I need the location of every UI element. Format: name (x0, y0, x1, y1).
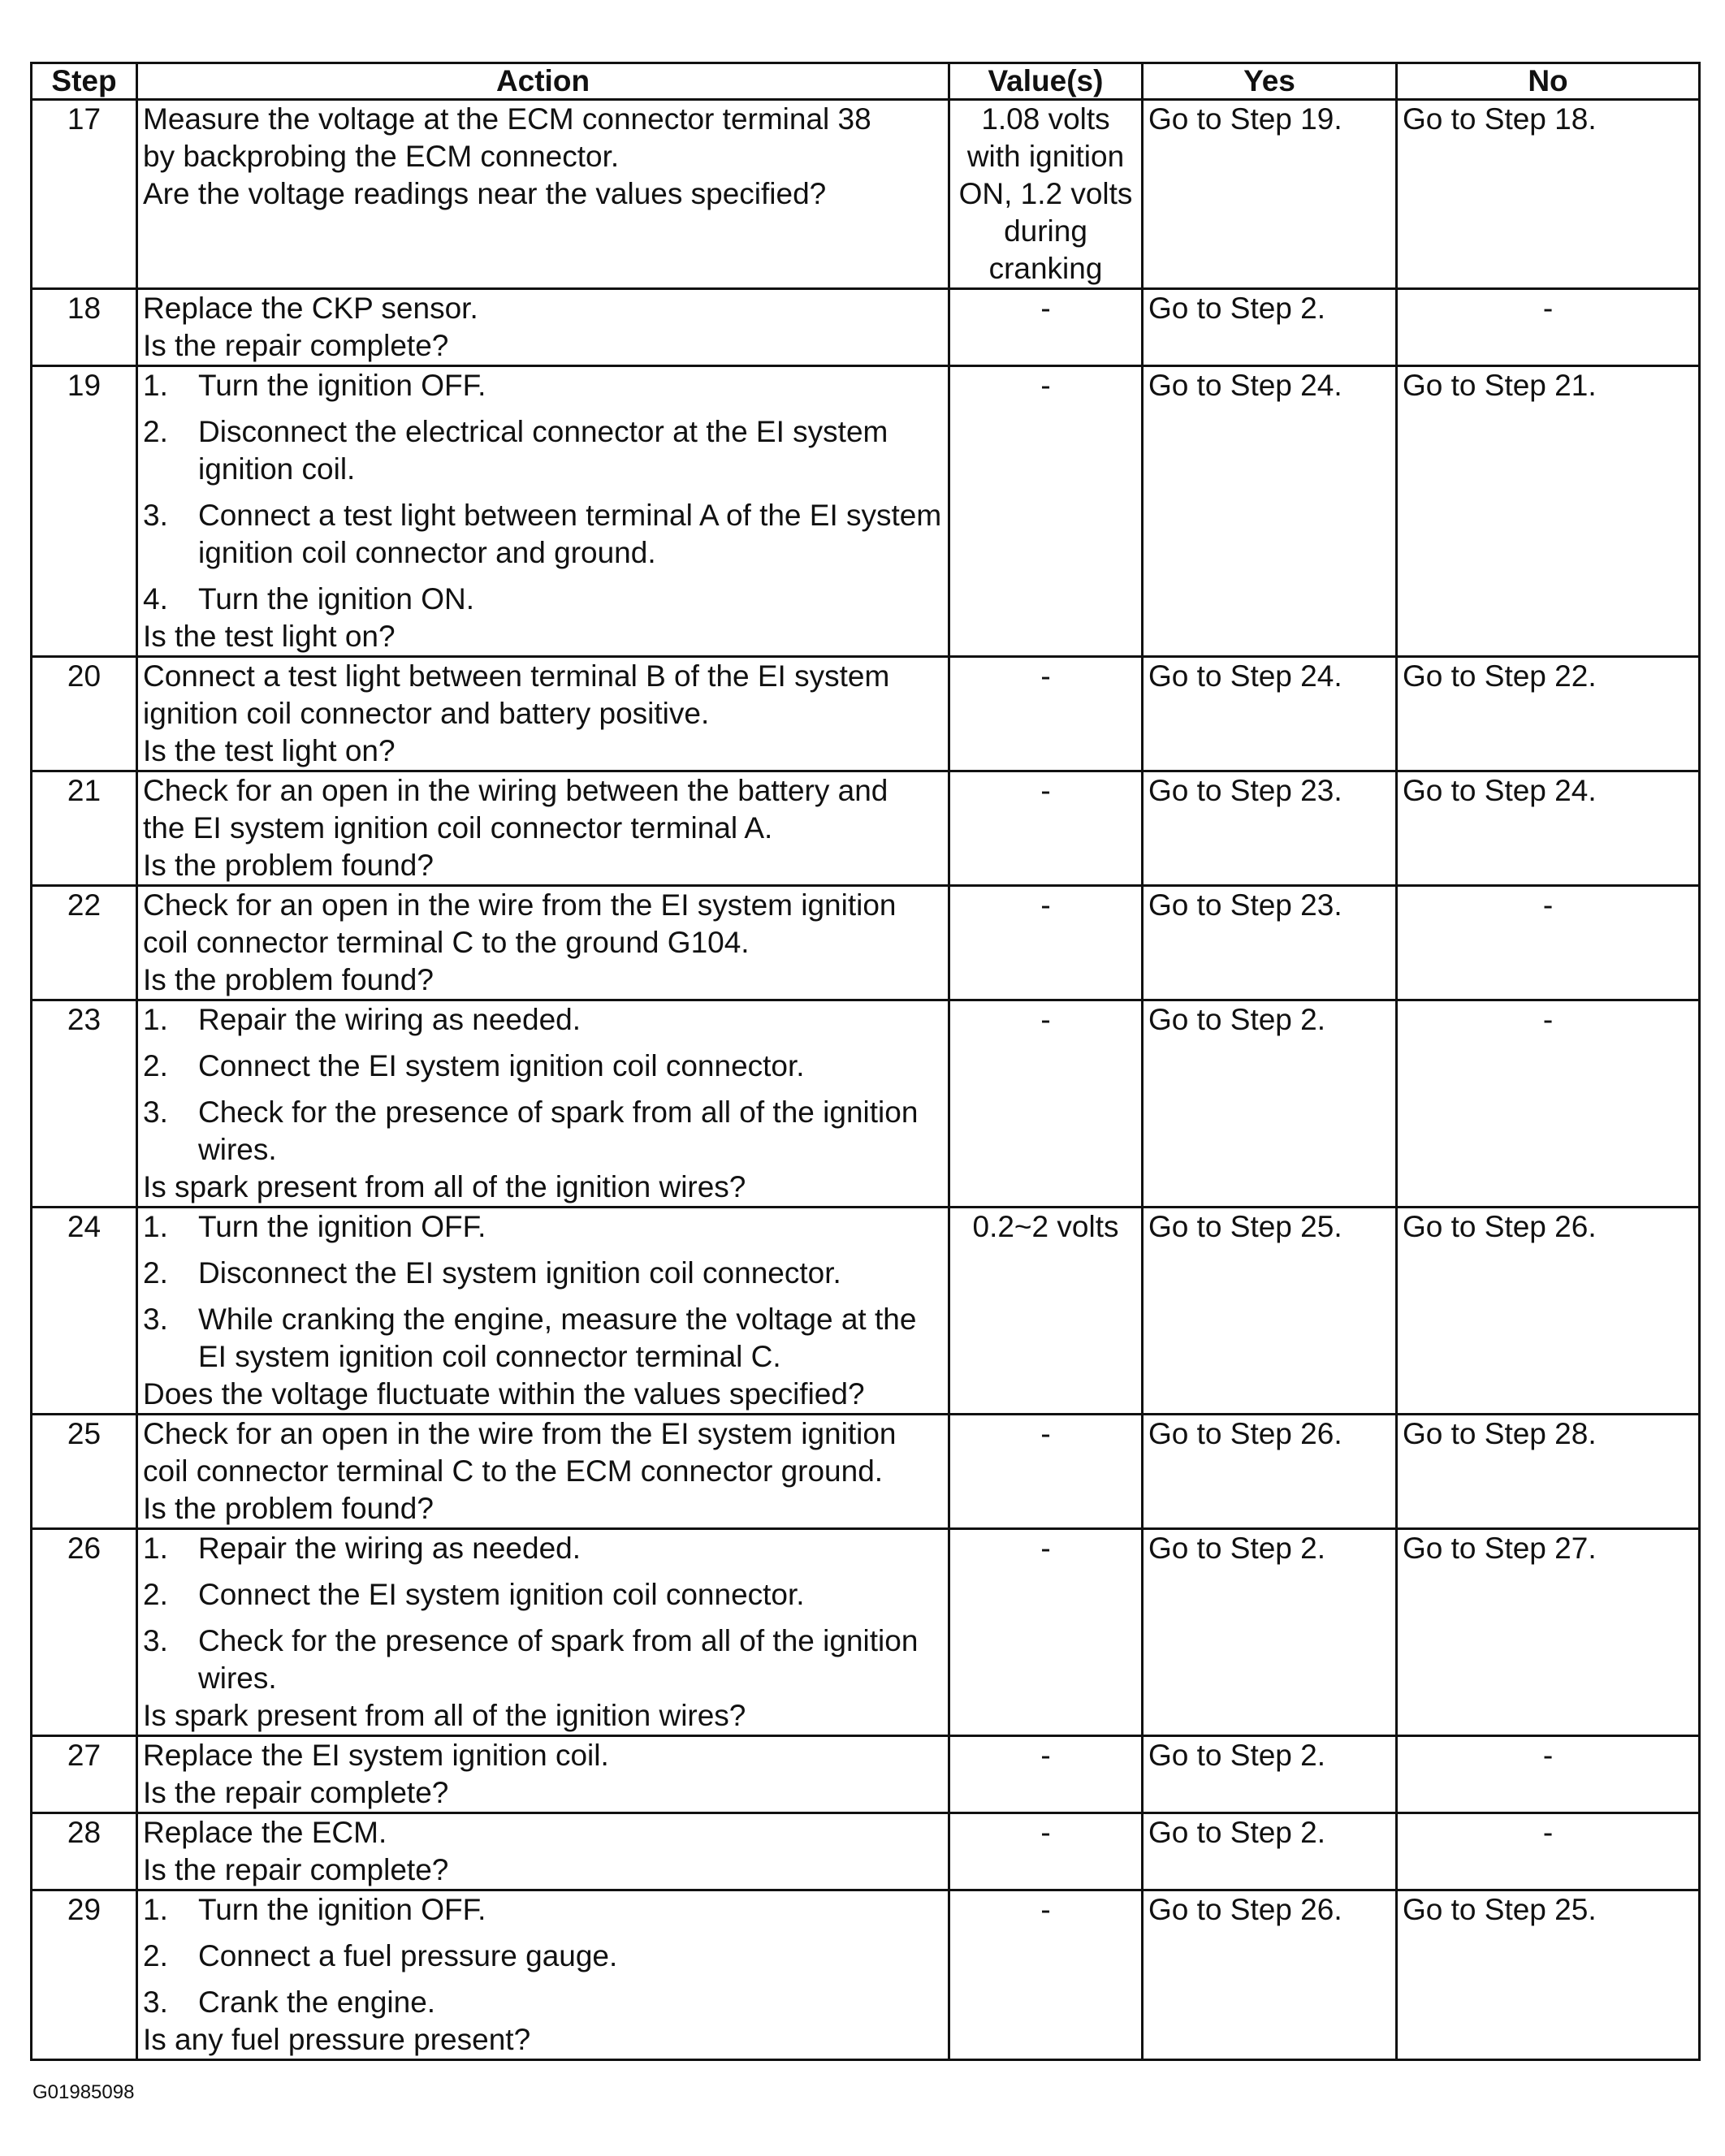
step-cell (32, 100, 137, 289)
no-outcome: - (1542, 888, 1554, 922)
list-item-number: 2. (143, 1578, 168, 1611)
list-item-number: 3. (143, 1303, 168, 1336)
no-outcome: Go to Step 25. (1403, 1893, 1597, 1926)
list-item-number: 1. (143, 1893, 168, 1926)
action-cell (137, 289, 949, 366)
action-cell (137, 886, 949, 1000)
list-item-text: While cranking the engine, measure the voltage at the EI system ignition coil connector terminal C. (198, 1303, 917, 1373)
list-item-number: 2. (143, 1049, 168, 1082)
list-item-number: 4. (143, 582, 168, 616)
action-line: by backprobing the ECM connector. (143, 140, 620, 173)
action-line: Are the voltage readings near the values specified? (143, 177, 827, 210)
action-list-item (143, 1530, 943, 1567)
table-row (32, 771, 1700, 886)
yes-outcome: Go to Step 2. (1148, 1816, 1326, 1849)
step-number: 18 (67, 292, 102, 325)
value-line: 0.2~2 volts (972, 1210, 1119, 1243)
value-line: - (1040, 1417, 1051, 1450)
no-cell (1397, 1890, 1700, 2060)
value-cell (949, 1415, 1143, 1529)
value-cell (949, 289, 1143, 366)
action-cell (137, 1736, 949, 1813)
no-outcome: Go to Step 28. (1403, 1417, 1597, 1450)
action-line: coil connector terminal C to the ground G104. (143, 926, 750, 959)
list-item-text: Connect the EI system ignition coil connector. (198, 1578, 805, 1611)
yes-cell (1143, 1208, 1397, 1415)
value-cell (949, 100, 1143, 289)
yes-cell (1143, 1000, 1397, 1208)
value-line: during (1004, 214, 1087, 248)
step-cell (32, 1890, 137, 2060)
step-number: 26 (67, 1532, 102, 1565)
value-line: - (1040, 369, 1051, 402)
action-list-item (143, 1301, 943, 1376)
value-line: ON, 1.2 volts (958, 177, 1133, 210)
yes-outcome: Go to Step 24. (1148, 659, 1342, 693)
step-number: 29 (67, 1893, 102, 1926)
list-item-number: 2. (143, 1256, 168, 1290)
list-item-text: Crank the engine. (198, 1985, 436, 2019)
action-cell (137, 1529, 949, 1736)
value-line: - (1040, 292, 1051, 325)
step-cell (32, 771, 137, 886)
action-line: Check for an open in the wire from the EI system ignition (143, 1417, 897, 1450)
yes-outcome: Go to Step 25. (1148, 1210, 1342, 1243)
list-item-text: Turn the ignition OFF. (198, 1210, 486, 1243)
action-line: Replace the EI system ignition coil. (143, 1739, 609, 1772)
action-question: Is spark present from all of the ignition wires? (143, 1699, 746, 1732)
step-cell (32, 366, 137, 657)
list-item-number: 3. (143, 1624, 168, 1657)
action-line: ignition coil connector and battery positive. (143, 697, 710, 730)
step-number: 22 (67, 888, 102, 922)
action-list-item (143, 1208, 943, 1246)
action-list-item (143, 1938, 943, 1975)
no-cell (1397, 1736, 1700, 1813)
action-list-item (143, 1048, 943, 1085)
list-item-text: Connect a fuel pressure gauge. (198, 1939, 618, 1972)
no-cell (1397, 771, 1700, 886)
action-line: Connect a test light between terminal B of the EI system (143, 659, 890, 693)
action-line: Replace the ECM. (143, 1816, 387, 1849)
action-cell (137, 1000, 949, 1208)
diagnostic-table (30, 62, 1701, 2061)
header-action: Action (137, 63, 949, 100)
action-cell (137, 100, 949, 289)
value-cell (949, 657, 1143, 771)
action-cell (137, 366, 949, 657)
table-row (32, 886, 1700, 1000)
no-outcome: Go to Step 24. (1403, 774, 1597, 807)
no-cell (1397, 886, 1700, 1000)
yes-cell (1143, 1415, 1397, 1529)
list-item-text: Turn the ignition ON. (198, 582, 475, 616)
value-cell (949, 1208, 1143, 1415)
action-list-item (143, 497, 943, 572)
action-line: Is the problem found? (143, 849, 434, 882)
step-cell (32, 657, 137, 771)
yes-outcome: Go to Step 2. (1148, 292, 1326, 325)
action-line: Is the problem found? (143, 1492, 434, 1525)
action-cell (137, 1415, 949, 1529)
action-line: Is the repair complete? (143, 1853, 449, 1886)
no-outcome: - (1542, 292, 1554, 325)
yes-cell (1143, 1736, 1397, 1813)
header-step: Step (32, 63, 137, 100)
table-row (32, 1890, 1700, 2060)
list-item-text: Turn the ignition OFF. (198, 1893, 486, 1926)
yes-cell (1143, 1890, 1397, 2060)
yes-outcome: Go to Step 24. (1148, 369, 1342, 402)
list-item-text: Repair the wiring as needed. (198, 1003, 581, 1036)
value-cell (949, 886, 1143, 1000)
step-number: 19 (67, 369, 102, 402)
list-item-text: Connect a test light between terminal A of the EI system ignition coil connector and ground. (198, 499, 942, 569)
list-item-number: 1. (143, 1210, 168, 1243)
yes-cell (1143, 886, 1397, 1000)
action-line: Measure the voltage at the ECM connector terminal 38 (143, 102, 871, 136)
table-row (32, 366, 1700, 657)
step-number: 27 (67, 1739, 102, 1772)
yes-cell (1143, 771, 1397, 886)
list-item-text: Disconnect the electrical connector at the EI system ignition coil. (198, 415, 888, 486)
yes-cell (1143, 366, 1397, 657)
no-cell (1397, 1000, 1700, 1208)
value-line: - (1040, 1739, 1051, 1772)
value-line: - (1040, 888, 1051, 922)
action-list-item (143, 1094, 943, 1169)
no-outcome: - (1542, 1816, 1554, 1849)
yes-cell (1143, 289, 1397, 366)
value-cell (949, 1890, 1143, 2060)
table-row (32, 1000, 1700, 1208)
action-list-item (143, 581, 943, 618)
value-line: - (1040, 1532, 1051, 1565)
yes-outcome: Go to Step 23. (1148, 888, 1342, 922)
header-no: No (1397, 63, 1700, 100)
no-cell (1397, 1813, 1700, 1890)
table-row (32, 1813, 1700, 1890)
no-outcome: - (1542, 1003, 1554, 1036)
value-line: cranking (988, 252, 1103, 285)
value-cell (949, 771, 1143, 886)
list-item-number: 3. (143, 499, 168, 532)
yes-outcome: Go to Step 26. (1148, 1893, 1342, 1926)
action-line: Is the test light on? (143, 734, 396, 767)
no-cell (1397, 657, 1700, 771)
value-line: - (1040, 774, 1051, 807)
action-line: Replace the CKP sensor. (143, 292, 478, 325)
yes-cell (1143, 657, 1397, 771)
value-line: 1.08 volts (981, 102, 1110, 136)
no-cell (1397, 100, 1700, 289)
action-cell (137, 1813, 949, 1890)
step-number: 17 (67, 102, 102, 136)
no-cell (1397, 1208, 1700, 1415)
step-cell (32, 886, 137, 1000)
yes-outcome: Go to Step 2. (1148, 1739, 1326, 1772)
no-outcome: Go to Step 18. (1403, 102, 1597, 136)
no-outcome: Go to Step 26. (1403, 1210, 1597, 1243)
yes-outcome: Go to Step 19. (1148, 102, 1342, 136)
table-row (32, 1529, 1700, 1736)
no-outcome: Go to Step 21. (1403, 369, 1597, 402)
no-outcome: Go to Step 27. (1403, 1532, 1597, 1565)
step-number: 25 (67, 1417, 102, 1450)
table-row (32, 289, 1700, 366)
step-cell (32, 1736, 137, 1813)
action-question: Does the voltage fluctuate within the values specified? (143, 1377, 865, 1411)
table-row (32, 1736, 1700, 1813)
action-list-item (143, 1984, 943, 2021)
action-list-item (143, 413, 943, 488)
step-cell (32, 1529, 137, 1736)
value-line: - (1040, 1003, 1051, 1036)
action-line: Is the repair complete? (143, 329, 449, 362)
table-row (32, 657, 1700, 771)
action-list-item (143, 1891, 943, 1929)
action-cell (137, 657, 949, 771)
header-yes: Yes (1143, 63, 1397, 100)
no-cell (1397, 289, 1700, 366)
action-cell (137, 771, 949, 886)
action-cell (137, 1890, 949, 2060)
value-cell (949, 1813, 1143, 1890)
step-number: 28 (67, 1816, 102, 1849)
action-list-item (143, 1576, 943, 1614)
step-cell (32, 289, 137, 366)
list-item-number: 3. (143, 1095, 168, 1129)
value-line: with ignition (966, 140, 1125, 173)
value-cell (949, 366, 1143, 657)
action-line: Is the problem found? (143, 963, 434, 996)
figure-id: G01985098 (32, 2081, 135, 2103)
yes-cell (1143, 1813, 1397, 1890)
yes-outcome: Go to Step 2. (1148, 1532, 1326, 1565)
step-cell (32, 1813, 137, 1890)
step-number: 21 (67, 774, 102, 807)
value-line: - (1040, 659, 1051, 693)
list-item-text: Check for the presence of spark from all of the ignition wires. (198, 1624, 919, 1695)
step-cell (32, 1000, 137, 1208)
no-outcome: - (1542, 1739, 1554, 1772)
value-cell (949, 1529, 1143, 1736)
value-cell (949, 1736, 1143, 1813)
step-number: 20 (67, 659, 102, 693)
action-question: Is spark present from all of the ignition wires? (143, 1170, 746, 1203)
list-item-number: 1. (143, 1003, 168, 1036)
list-item-number: 3. (143, 1985, 168, 2019)
action-cell (137, 1208, 949, 1415)
list-item-number: 1. (143, 369, 168, 402)
step-number: 24 (67, 1210, 102, 1243)
no-outcome: Go to Step 22. (1403, 659, 1597, 693)
list-item-number: 1. (143, 1532, 168, 1565)
value-cell (949, 1000, 1143, 1208)
list-item-text: Connect the EI system ignition coil connector. (198, 1049, 805, 1082)
table-row (32, 100, 1700, 289)
action-list-item (143, 1001, 943, 1039)
list-item-number: 2. (143, 1939, 168, 1972)
step-cell (32, 1415, 137, 1529)
action-line: Is the repair complete? (143, 1776, 449, 1809)
step-number: 23 (67, 1003, 102, 1036)
action-line: Check for an open in the wire from the EI system ignition (143, 888, 897, 922)
yes-cell (1143, 1529, 1397, 1736)
action-list-item (143, 1255, 943, 1292)
yes-outcome: Go to Step 2. (1148, 1003, 1326, 1036)
action-list-item (143, 1622, 943, 1697)
list-item-text: Disconnect the EI system ignition coil connector. (198, 1256, 841, 1290)
table-row (32, 1208, 1700, 1415)
action-question: Is the test light on? (143, 620, 396, 653)
action-line: coil connector terminal C to the ECM connector ground. (143, 1454, 884, 1488)
action-line: the EI system ignition coil connector terminal A. (143, 811, 773, 845)
header-value: Value(s) (949, 63, 1143, 100)
yes-outcome: Go to Step 23. (1148, 774, 1342, 807)
no-cell (1397, 1415, 1700, 1529)
yes-outcome: Go to Step 26. (1148, 1417, 1342, 1450)
action-list-item (143, 367, 943, 404)
list-item-number: 2. (143, 415, 168, 448)
action-line: Check for an open in the wiring between the battery and (143, 774, 888, 807)
table-row (32, 1415, 1700, 1529)
action-question: Is any fuel pressure present? (143, 2023, 531, 2056)
yes-cell (1143, 100, 1397, 289)
no-cell (1397, 1529, 1700, 1736)
list-item-text: Check for the presence of spark from all of the ignition wires. (198, 1095, 919, 1166)
table-body (32, 100, 1700, 2060)
value-line: - (1040, 1816, 1051, 1849)
step-cell (32, 1208, 137, 1415)
list-item-text: Turn the ignition OFF. (198, 369, 486, 402)
value-line: - (1040, 1893, 1051, 1926)
no-cell (1397, 366, 1700, 657)
list-item-text: Repair the wiring as needed. (198, 1532, 581, 1565)
table-header-row (32, 63, 1700, 100)
